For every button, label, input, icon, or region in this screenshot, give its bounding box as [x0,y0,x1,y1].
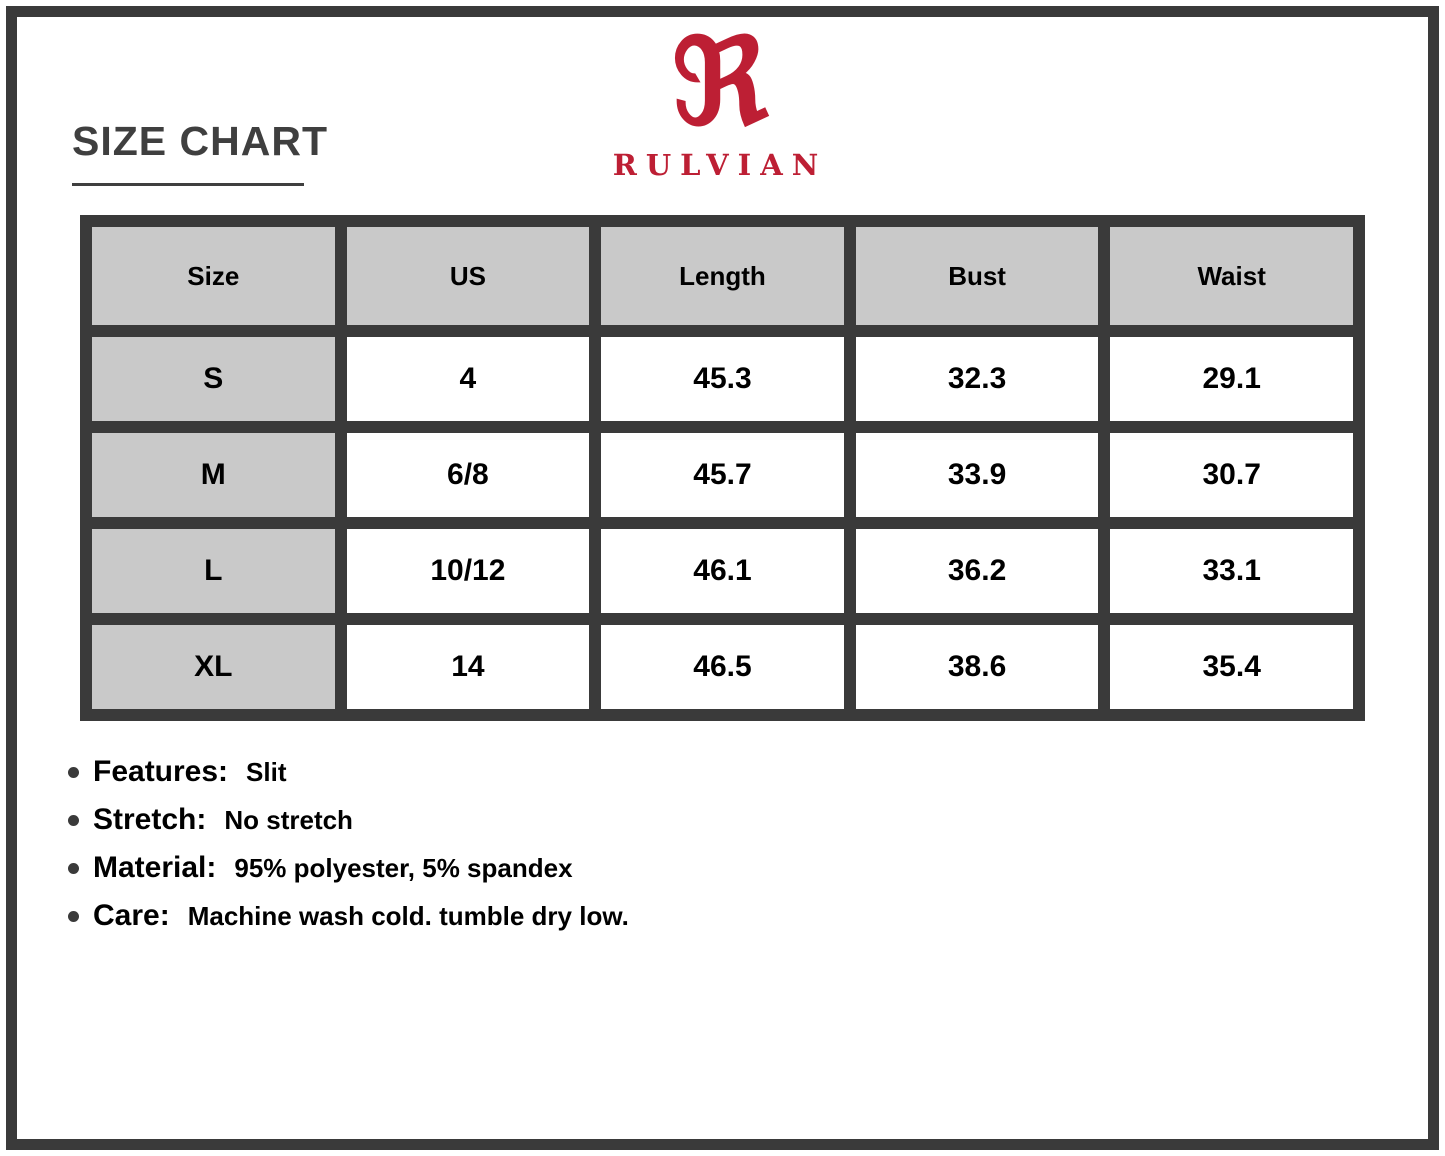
bullet-icon [68,767,79,778]
column-header-waist: Waist [1110,227,1353,325]
list-item-stretch [68,796,629,844]
page-title: SIZE CHART [72,118,328,164]
column-header-bust: Bust [856,227,1099,325]
list-item-material [68,844,629,892]
list-item-features [68,748,629,796]
table-header-row [92,227,1353,325]
us-cell: 10/12 [347,529,590,613]
length-cell: 46.5 [601,625,844,709]
brand-logo [540,12,900,182]
brand-name: RULVIAN [612,148,828,182]
detail-label: Care: [93,899,170,932]
table-row [92,433,1353,517]
brand-logo-r-icon: ℜ [671,12,769,151]
title-underline [72,183,304,186]
detail-label: Material: [93,851,217,884]
bust-cell: 38.6 [856,625,1099,709]
bust-cell: 36.2 [856,529,1099,613]
length-cell: 45.3 [601,337,844,421]
bullet-icon [68,863,79,874]
detail-value: 95% polyester, 5% spandex [234,852,573,883]
product-details-list [68,748,629,940]
column-header-us: US [347,227,590,325]
size-cell: M [92,433,335,517]
column-header-length: Length [601,227,844,325]
bullet-icon [68,911,79,922]
us-cell: 6/8 [347,433,590,517]
waist-cell: 29.1 [1110,337,1353,421]
length-cell: 45.7 [601,433,844,517]
table-row [92,337,1353,421]
bullet-icon [68,815,79,826]
detail-value: No stretch [224,804,353,835]
detail-value: Machine wash cold. tumble dry low. [187,900,629,931]
column-header-size: Size [92,227,335,325]
bust-cell: 33.9 [856,433,1099,517]
detail-value: Slit [246,756,287,787]
size-chart-table [80,215,1365,721]
waist-cell: 33.1 [1110,529,1353,613]
us-cell: 4 [347,337,590,421]
list-item-care [68,892,629,940]
waist-cell: 30.7 [1110,433,1353,517]
bust-cell: 32.3 [856,337,1099,421]
us-cell: 14 [347,625,590,709]
table-row [92,625,1353,709]
waist-cell: 35.4 [1110,625,1353,709]
length-cell: 46.1 [601,529,844,613]
detail-label: Features: [93,755,229,788]
detail-label: Stretch: [93,803,207,836]
table-row [92,529,1353,613]
size-cell: XL [92,625,335,709]
size-cell: L [92,529,335,613]
size-cell: S [92,337,335,421]
